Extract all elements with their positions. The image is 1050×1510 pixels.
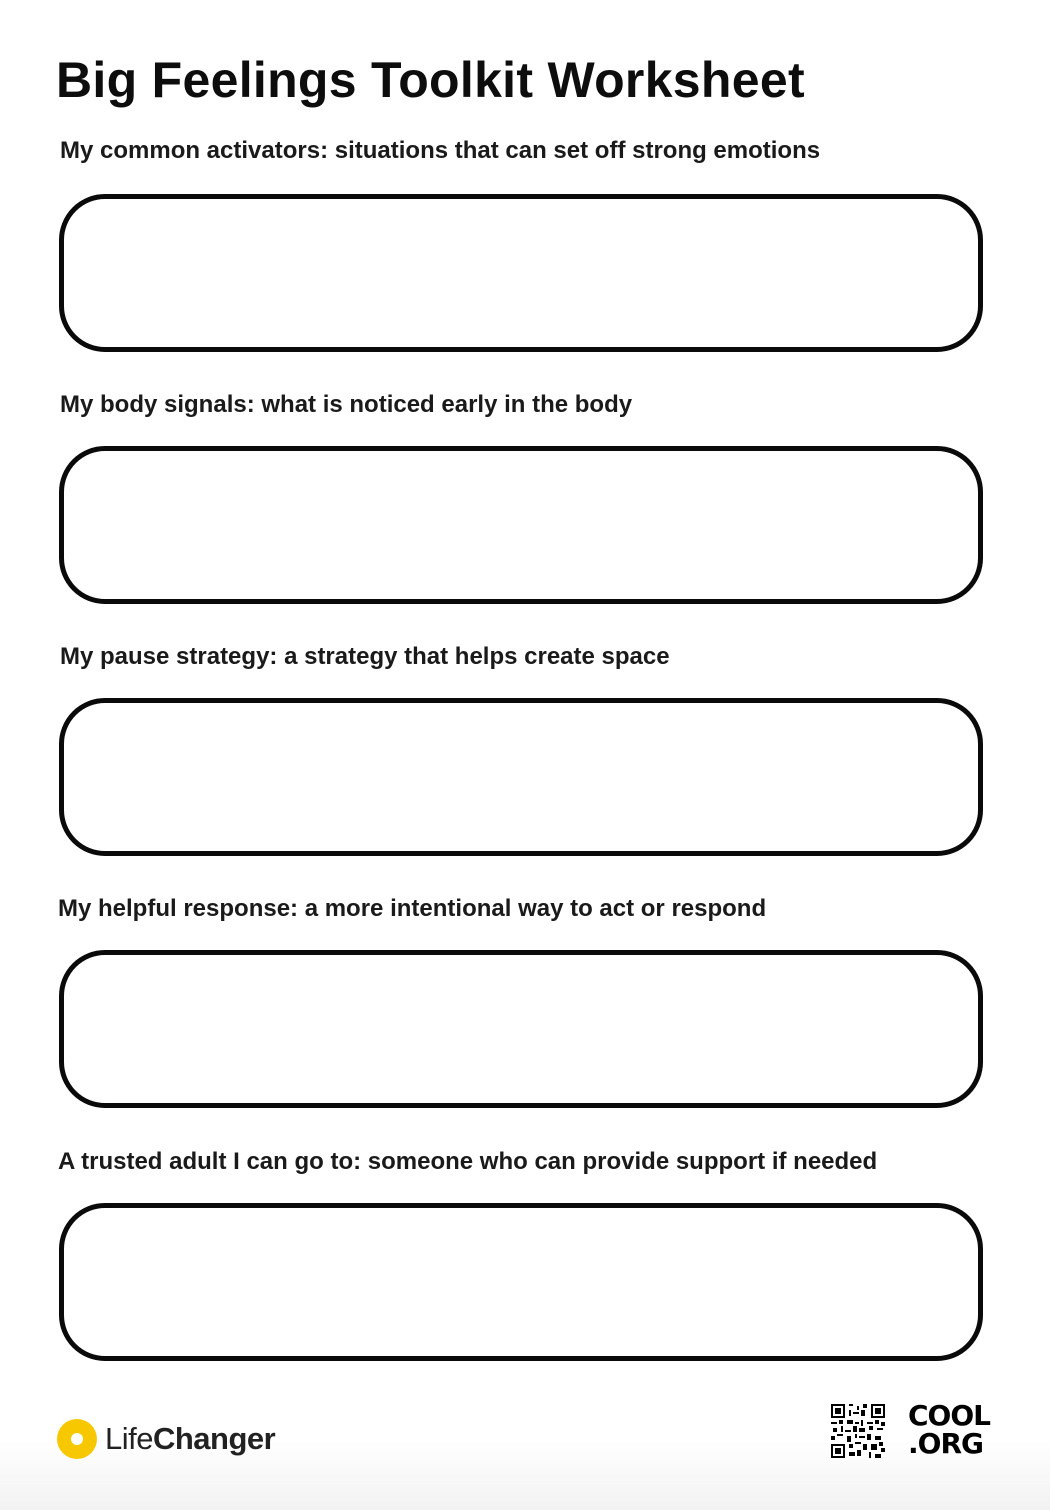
cool-org-logo — [908, 1399, 994, 1462]
lifechanger-dot-icon — [57, 1419, 97, 1459]
qr-code-icon — [831, 1404, 885, 1458]
answer-box-activators[interactable] — [59, 194, 983, 352]
answer-box-helpful-response[interactable] — [59, 950, 983, 1108]
section-label-body-signals: My body signals: what is noticed early in the body — [60, 391, 633, 418]
cool-org-logo-line2: .ORG — [908, 1427, 983, 1460]
lifechanger-wordmark-suffix: Changer — [152, 1421, 276, 1456]
section-label-trusted-adult: A trusted adult I can go to: someone who can provide support if needed — [58, 1148, 878, 1175]
cool-org-logo-line1: COOL — [908, 1399, 990, 1432]
section-label-activators: My common activators: situations that can set off strong emotions — [60, 137, 821, 164]
section-label-pause-strategy: My pause strategy: a strategy that helps create space — [60, 643, 670, 670]
section-label-helpful-response: My helpful response: a more intentional way to act or respond — [58, 895, 767, 922]
page-title: Big Feelings Toolkit Worksheet — [56, 52, 805, 108]
answer-box-body-signals[interactable] — [59, 446, 983, 604]
lifechanger-wordmark-prefix: Life — [105, 1421, 153, 1456]
lifechanger-logo — [57, 1417, 275, 1461]
answer-box-trusted-adult[interactable] — [59, 1203, 983, 1361]
lifechanger-wordmark — [105, 1421, 275, 1457]
answer-box-pause-strategy[interactable] — [59, 698, 983, 856]
